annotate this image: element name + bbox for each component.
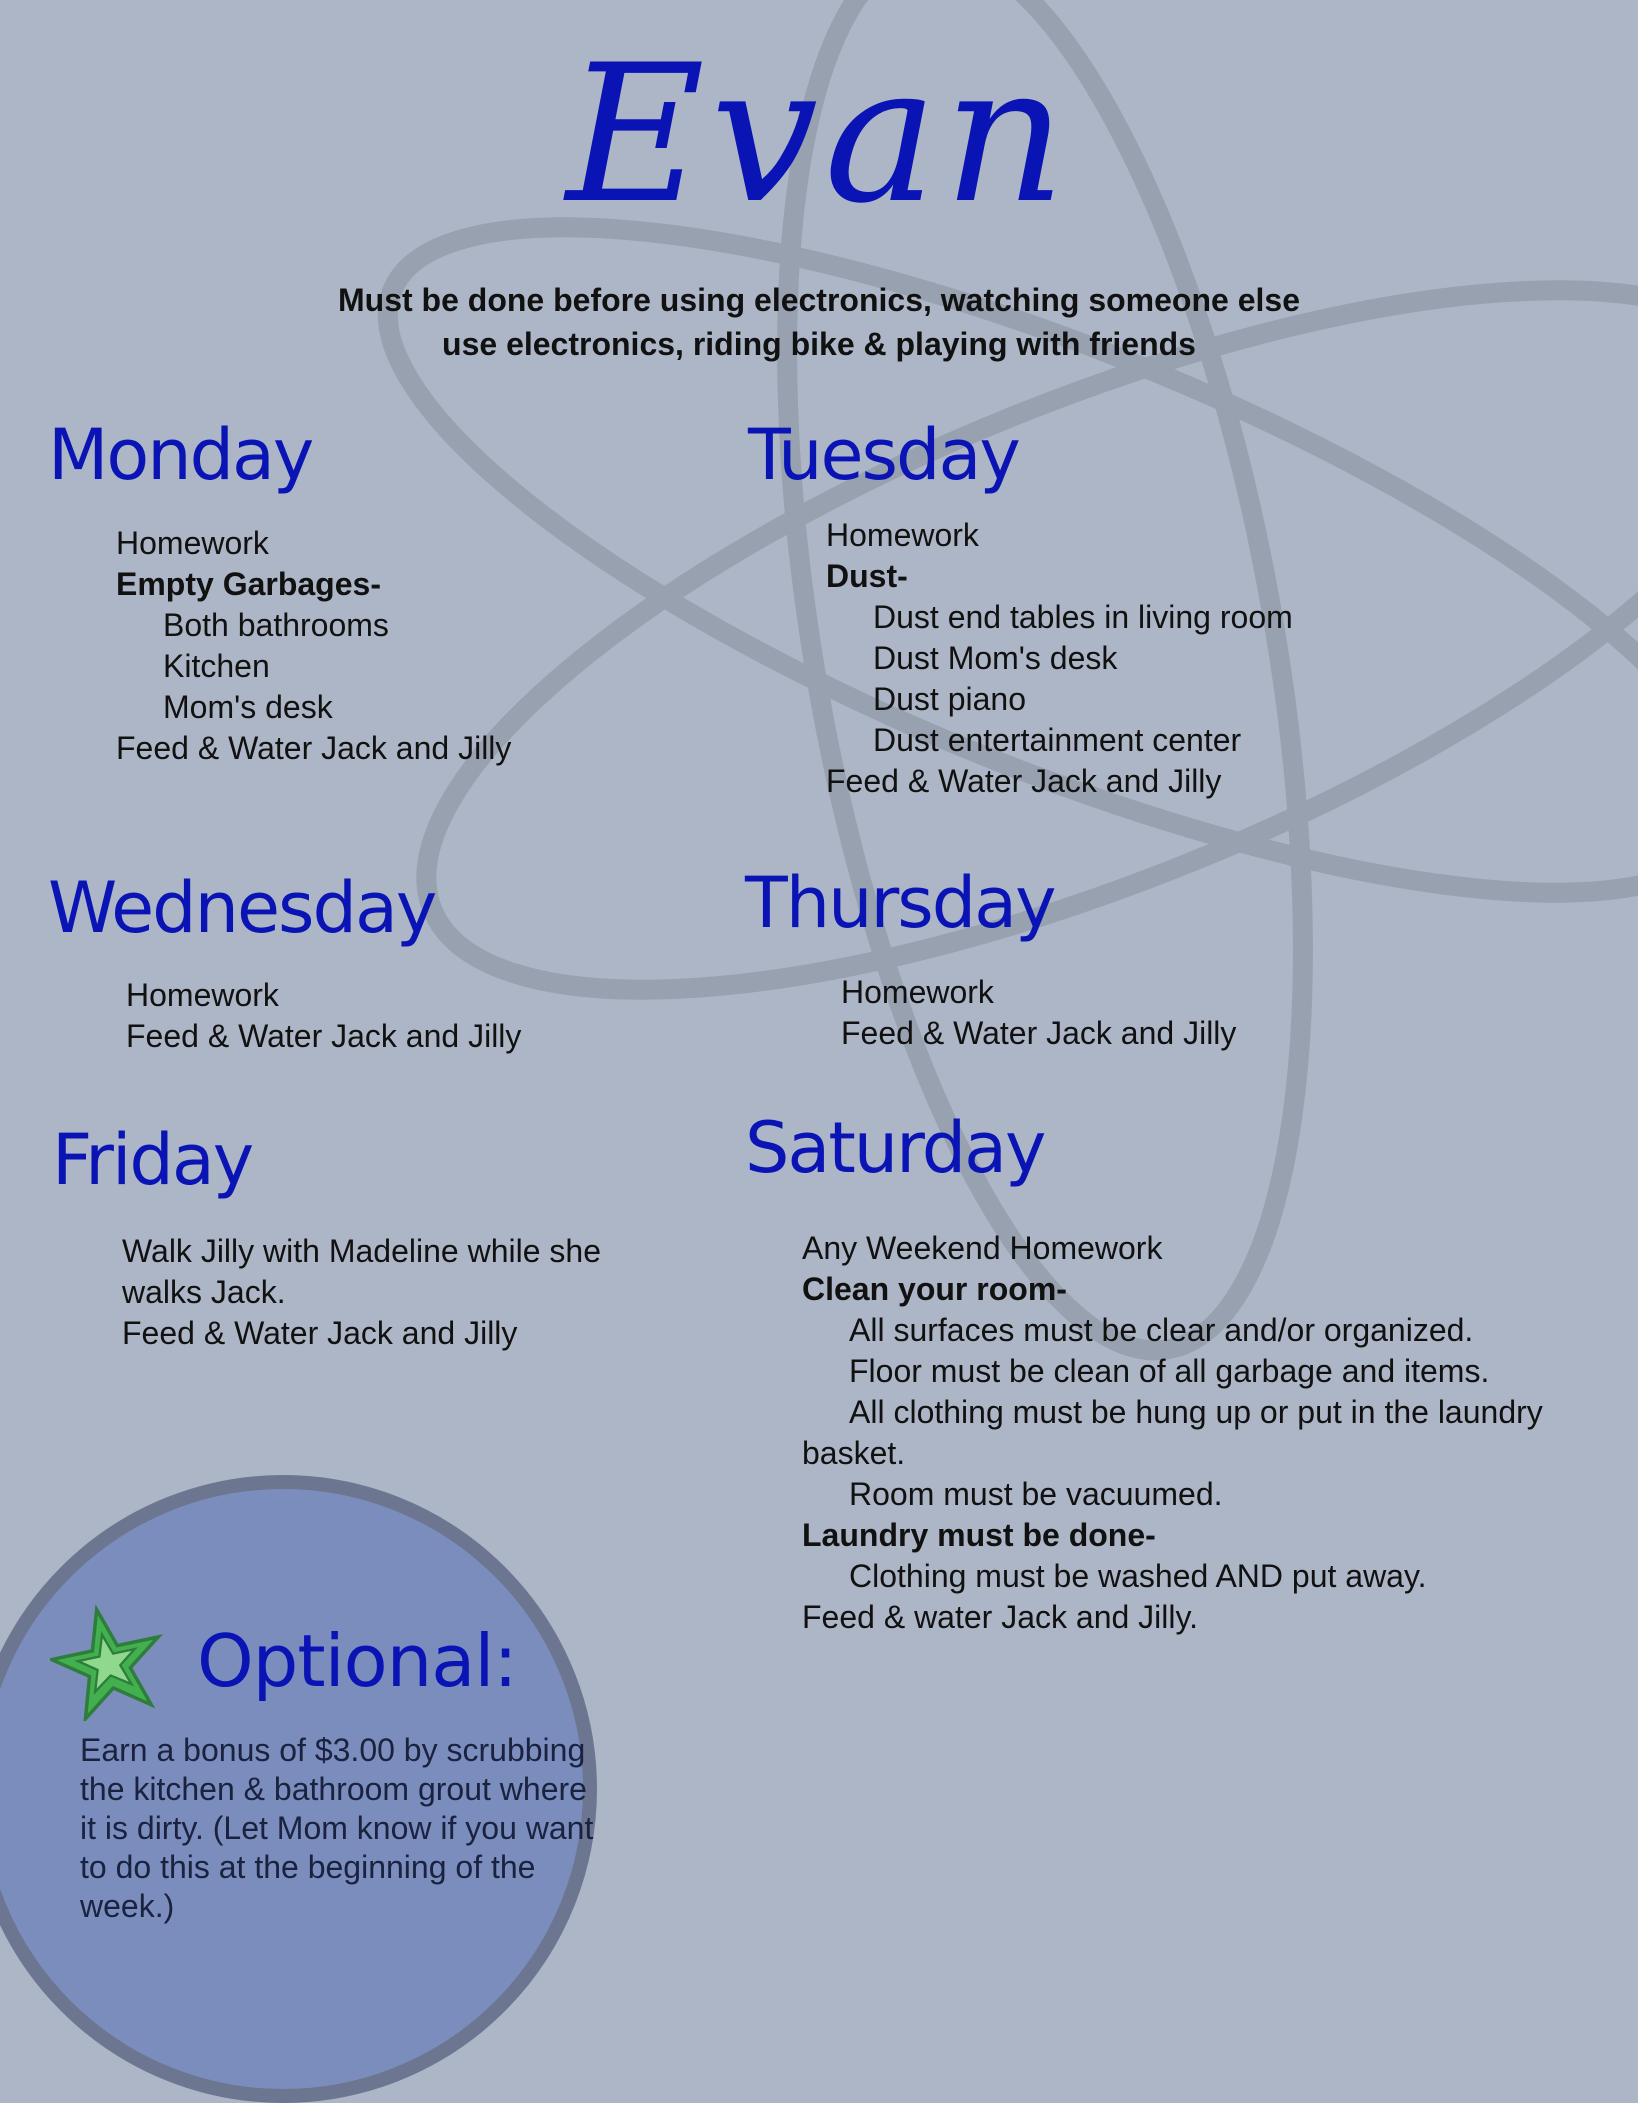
task-item: Homework <box>116 525 269 561</box>
day-heading-tuesday: Tuesday <box>748 414 1019 496</box>
task-list-monday <box>116 523 511 769</box>
task-item: Walk Jilly with Madeline while she walks Jack. <box>122 1233 601 1310</box>
task-item: Feed & Water Jack and Jilly <box>841 1015 1237 1051</box>
task-list-tuesday <box>826 515 1293 802</box>
day-heading-wednesday: Wednesday <box>48 867 436 949</box>
task-item: All clothing must be hung up or put in the laundry basket. <box>802 1394 1543 1471</box>
task-item: Feed & Water Jack and Jilly <box>116 730 512 766</box>
star-icon <box>50 1605 166 1721</box>
task-item: Clothing must be washed AND put away. <box>849 1558 1427 1594</box>
optional-heading: Optional: <box>197 1619 517 1703</box>
task-item: Feed & Water Jack and Jilly <box>826 763 1222 799</box>
subtitle-line-1: Must be done before using electronics, watching someone else <box>338 282 1300 318</box>
task-item: Kitchen <box>163 648 270 684</box>
task-item: Room must be vacuumed. <box>849 1476 1223 1512</box>
page-subtitle <box>0 278 1638 366</box>
task-item: Feed & water Jack and Jilly. <box>802 1599 1199 1635</box>
task-item: Dust- <box>826 558 908 594</box>
task-item: Feed & Water Jack and Jilly <box>122 1315 518 1351</box>
task-item: Homework <box>826 517 979 553</box>
day-heading-monday: Monday <box>48 414 313 496</box>
task-item: Dust end tables in living room <box>873 599 1293 635</box>
day-heading-friday: Friday <box>52 1119 253 1201</box>
task-item: Dust Mom's desk <box>873 640 1118 676</box>
optional-description: Earn a bonus of $3.00 by scrubbing the kitchen & bathroom grout where it is dirty. (Let Mom know if you want to do this at the beginning of the week.) <box>80 1732 594 1924</box>
task-item: Laundry must be done- <box>802 1517 1156 1553</box>
task-item: All surfaces must be clear and/or organized. <box>849 1312 1474 1348</box>
page-title: Evan <box>566 24 1072 245</box>
subtitle-line-2: use electronics, riding bike & playing with friends <box>442 326 1196 362</box>
task-list-thursday <box>841 972 1236 1054</box>
task-item: Any Weekend Homework <box>802 1230 1163 1266</box>
task-list-friday <box>122 1231 662 1354</box>
task-item: Homework <box>841 974 994 1010</box>
day-heading-saturday: Saturday <box>745 1107 1045 1189</box>
task-item: Dust entertainment center <box>873 722 1242 758</box>
task-item: Mom's desk <box>163 689 333 725</box>
task-item: Dust piano <box>873 681 1026 717</box>
task-item: Homework <box>126 977 279 1013</box>
task-item: Feed & Water Jack and Jilly <box>126 1018 522 1054</box>
task-item: Empty Garbages- <box>116 566 381 602</box>
task-list-saturday <box>802 1228 1602 1638</box>
task-item: Both bathrooms <box>163 607 389 643</box>
day-heading-thursday: Thursday <box>745 862 1055 944</box>
task-list-wednesday <box>126 975 521 1057</box>
task-item: Clean your room- <box>802 1271 1067 1307</box>
task-item: Floor must be clean of all garbage and items. <box>849 1353 1490 1389</box>
